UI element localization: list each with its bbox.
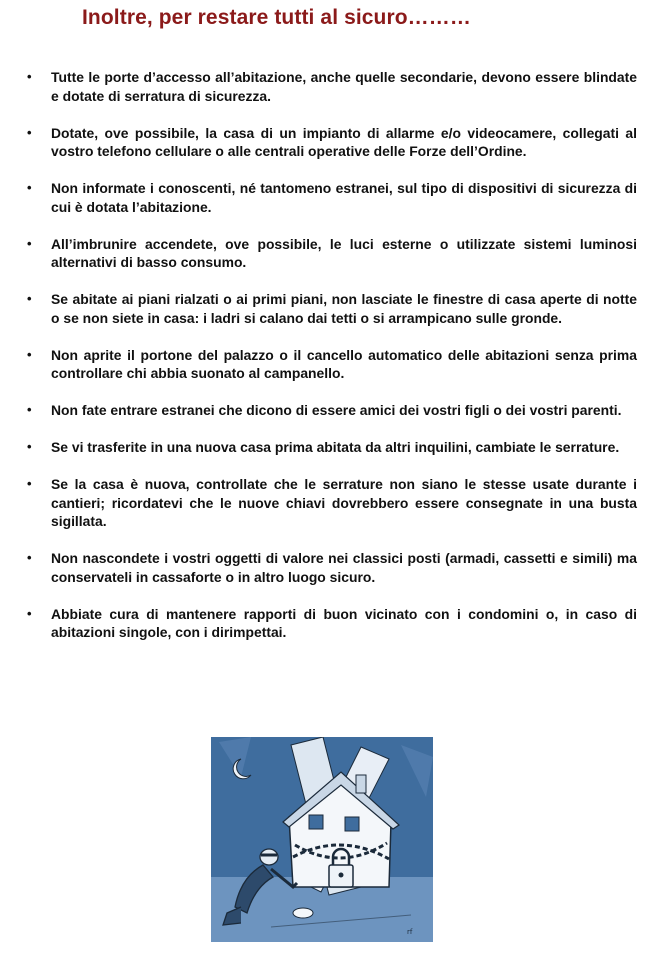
bullet-icon: • bbox=[27, 69, 32, 84]
list-item bbox=[27, 179, 637, 216]
list-item-text: Non nascondete i vostri oggetti di valore nei classici posti (armadi, cassetti e simili) ma conservateli in cassaforte o in altro luogo sicuro. bbox=[51, 550, 637, 585]
bullet-icon: • bbox=[27, 402, 32, 417]
list-item bbox=[27, 475, 637, 531]
bullet-icon: • bbox=[27, 439, 32, 454]
list-item-text: All’imbrunire accendete, ove possibile, le luci esterne o utilizzate sistemi luminosi alternativi di basso consumo. bbox=[51, 235, 637, 270]
list-item-text: Non fate entrare estranei che dicono di essere amici dei vostri figli o dei vostri parenti. bbox=[51, 402, 622, 418]
bullet-icon: • bbox=[27, 605, 32, 621]
list-item-text: Dotate, ove possibile, la casa di un impianto di allarme e/o videocamere, collegati al vostro telefono cellulare o alle centrali operative delle Forze dell’Ordine. bbox=[51, 124, 637, 159]
house-security-illustration bbox=[211, 737, 433, 942]
artist-signature: rf bbox=[407, 928, 413, 936]
bullet-icon: • bbox=[27, 124, 32, 140]
list-item-text: Se vi trasferite in una nuova casa prima abitata da altri inquilini, cambiate le serrature. bbox=[51, 439, 620, 455]
list-item-text: Tutte le porte d’accesso all’abitazione, anche quelle secondarie, devono essere blindate e dotate di serratura di sicurezza. bbox=[51, 69, 637, 104]
list-item bbox=[27, 438, 637, 457]
window-icon bbox=[309, 815, 323, 829]
bullet-icon: • bbox=[27, 291, 32, 306]
bullet-icon: • bbox=[27, 235, 32, 251]
bullet-icon: • bbox=[27, 476, 32, 491]
list-item bbox=[27, 235, 637, 272]
list-item bbox=[27, 401, 637, 420]
bullet-icon: • bbox=[27, 346, 32, 362]
bullet-icon: • bbox=[27, 180, 32, 195]
list-item-text: Non informate i conoscenti, né tantomeno estranei, sul tipo di dispositivi di sicurezza di cui è dotata l’abitazione. bbox=[51, 180, 637, 215]
list-item bbox=[27, 346, 637, 383]
list-item bbox=[27, 549, 637, 586]
window-icon bbox=[345, 817, 359, 831]
bullet-icon: • bbox=[27, 550, 32, 565]
page-title: Inoltre, per restare tutti al sicuro……… bbox=[82, 6, 471, 29]
list-item bbox=[27, 68, 637, 105]
list-item-text: Se la casa è nuova, controllate che le serrature non siano le stesse usate durante i cantieri; ricordatevi che le nuove chiavi dovrebbero essere consegnate in una busta sigillata. bbox=[51, 476, 637, 529]
safety-tips-list bbox=[27, 68, 637, 660]
list-item bbox=[27, 290, 637, 327]
list-item bbox=[27, 124, 637, 161]
list-item bbox=[27, 605, 637, 642]
list-item-text: Se abitate ai piani rialzati o ai primi piani, non lasciate le finestre di casa aperte di notte o se non siete in casa: i ladri si calano dai tetti o si arrampicano sulle gronde. bbox=[51, 291, 637, 326]
list-item-text: Abbiate cura di mantenere rapporti di buon vicinato con i condomini o, in caso di abitazioni singole, con i dirimpettai. bbox=[51, 605, 637, 640]
list-item-text: Non aprite il portone del palazzo o il cancello automatico delle abitazioni senza prima controllare chi abbia suonato al campanello. bbox=[51, 346, 637, 381]
